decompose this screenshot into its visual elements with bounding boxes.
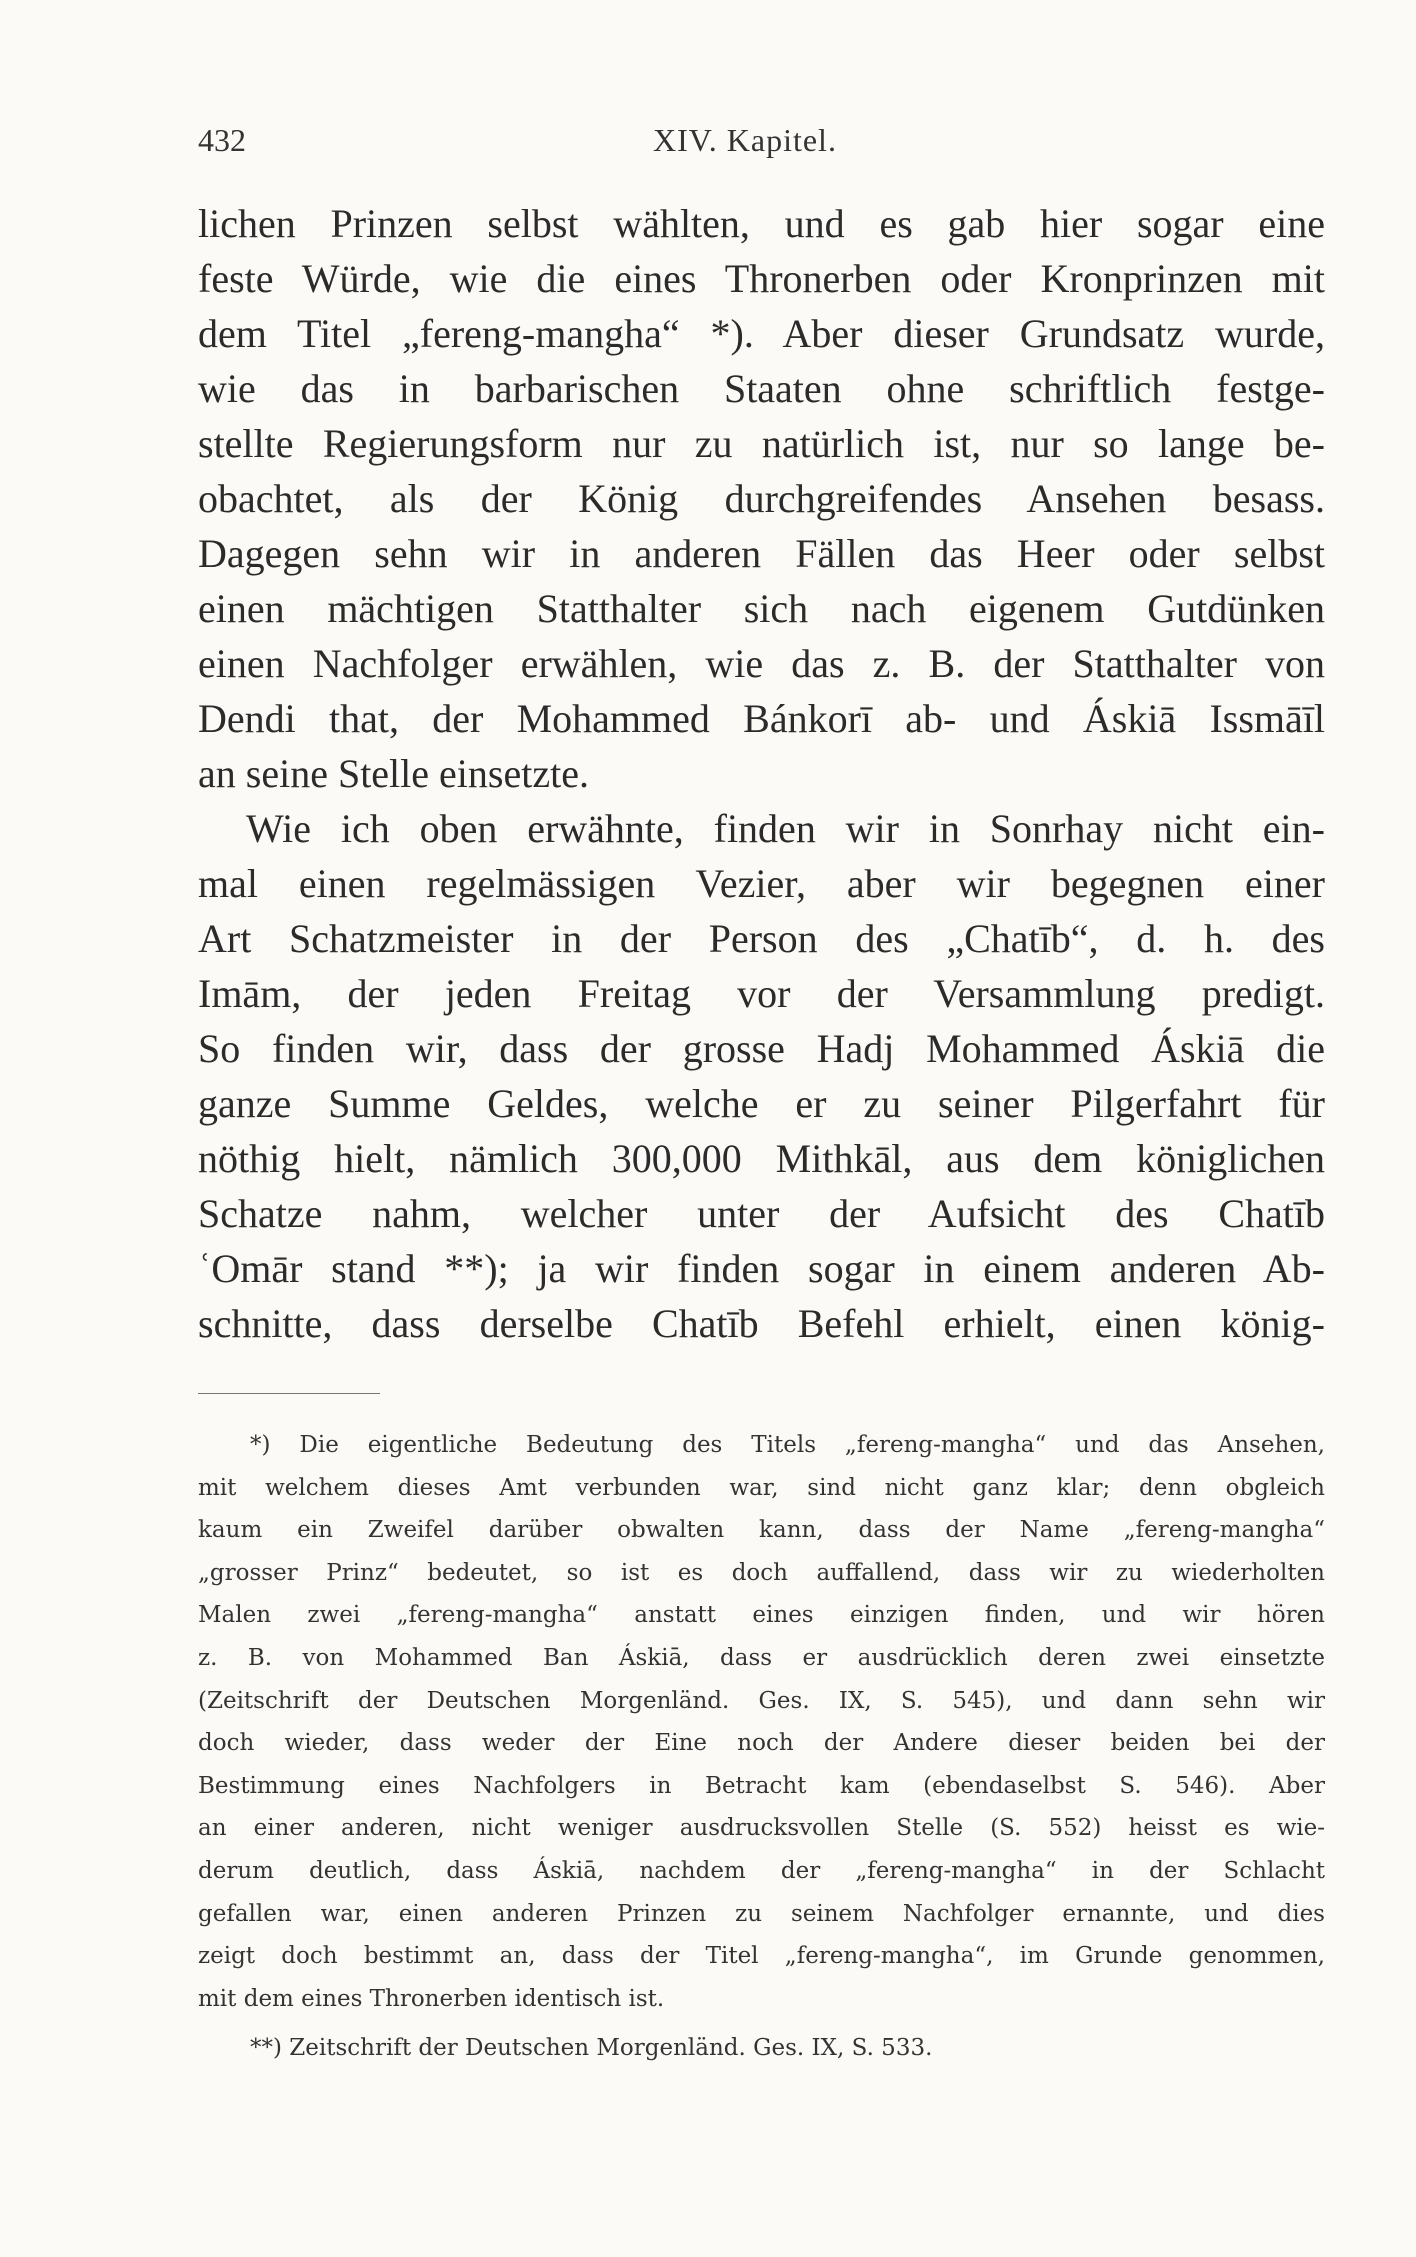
text-line: einen Nachfolger erwählen, wie das z. B. der Statthalter von: [198, 641, 1325, 686]
footnote-line: Malen zwei „fereng-mangha“ anstatt eines einzigen finden, und wir hören: [198, 1602, 1325, 1629]
text-line: obachtet, als der König durchgreifendes Ansehen besass.: [198, 476, 1325, 521]
text-line: lichen Prinzen selbst wählten, und es gab hier sogar eine: [198, 201, 1325, 246]
footnote-line: „grosser Prinz“ bedeutet, so ist es doch auffallend, dass wir zu wiederholten: [198, 1559, 1325, 1586]
text-line: an seine Stelle einsetzte.: [198, 751, 589, 796]
footnote-line: doch wieder, dass weder der Eine noch der Andere dieser beiden bei der: [198, 1730, 1325, 1757]
text-line: dem Titel „fereng-mangha“ *). Aber dieser Grundsatz wurde,: [198, 311, 1325, 356]
footnote-line: Bestimmung eines Nachfolgers in Betracht kam (ebendaselbst S. 546). Aber: [198, 1772, 1325, 1799]
text-line: stellte Regierungsform nur zu natürlich ist, nur so lange be-: [198, 421, 1325, 466]
text-line: feste Würde, wie die eines Thronerben oder Kronprinzen mit: [198, 256, 1325, 301]
footnote-line: zeigt doch bestimmt an, dass der Titel „fereng-mangha“, im Grunde genommen,: [198, 1943, 1325, 1970]
footnote-divider: [198, 1393, 380, 1394]
footnote-line: z. B. von Mohammed Ban Áskiā, dass er ausdrücklich deren zwei einsetzte: [198, 1644, 1325, 1671]
footnote-line: (Zeitschrift der Deutschen Morgenländ. Ges. IX, S. 545), und dann sehn wir: [198, 1687, 1325, 1714]
text-line: Dendi that, der Mohammed Bánkorī ab- und Áskiā Issmāīl: [198, 696, 1325, 741]
text-line: mal einen regelmässigen Vezier, aber wir begegnen einer: [198, 861, 1325, 906]
running-head: XIV. Kapitel.: [653, 122, 837, 158]
text-line: ganze Summe Geldes, welche er zu seiner Pilgerfahrt für: [198, 1081, 1325, 1126]
text-line: Imām, der jeden Freitag vor der Versammlung predigt.: [198, 971, 1325, 1016]
text-line: Art Schatzmeister in der Person des „Chatīb“, d. h. des: [198, 916, 1325, 961]
main-text: [198, 196, 1325, 1351]
footnote-line: kaum ein Zweifel darüber obwalten kann, dass der Name „fereng-mangha“: [198, 1517, 1325, 1544]
page-header: [198, 122, 1318, 172]
footnote-line: mit dem eines Thronerben identisch ist.: [198, 1985, 665, 2012]
text-line: Dagegen sehn wir in anderen Fällen das Heer oder selbst: [198, 531, 1325, 576]
footnotes: [198, 1424, 1325, 2020]
footnote-second: **) Zeitschrift der Deutschen Morgenländ. Ges. IX, S. 533.: [250, 2035, 933, 2061]
text-line: So finden wir, dass der grosse Hadj Mohammed Áskiā die: [198, 1026, 1325, 1071]
footnote-line: mit welchem dieses Amt verbunden war, sind nicht ganz klar; denn obgleich: [198, 1474, 1325, 1501]
footnote-line: an einer anderen, nicht weniger ausdrucksvollen Stelle (S. 552) heisst es wie-: [198, 1815, 1325, 1842]
text-line: ʿOmār stand **); ja wir finden sogar in einem anderen Ab-: [198, 1246, 1325, 1291]
text-line: einen mächtigen Statthalter sich nach eigenem Gutdünken: [198, 586, 1325, 631]
text-line: wie das in barbarischen Staaten ohne schriftlich festge-: [198, 366, 1325, 411]
footnote-line: *) Die eigentliche Bedeutung des Titels „fereng-mangha“ und das Ansehen,: [250, 1432, 1325, 1458]
text-line: nöthig hielt, nämlich 300,000 Mithkāl, aus dem königlichen: [198, 1136, 1325, 1181]
text-line: schnitte, dass derselbe Chatīb Befehl erhielt, einen könig-: [198, 1301, 1325, 1346]
text-line: Wie ich oben erwähnte, finden wir in Sonrhay nicht ein-: [246, 806, 1325, 851]
footnote-line: derum deutlich, dass Áskiā, nachdem der „fereng-mangha“ in der Schlacht: [198, 1857, 1325, 1884]
text-line: Schatze nahm, welcher unter der Aufsicht des Chatīb: [198, 1191, 1325, 1236]
page-number: 432: [198, 122, 246, 158]
footnote-line: gefallen war, einen anderen Prinzen zu seinem Nachfolger ernannte, und dies: [198, 1900, 1325, 1927]
